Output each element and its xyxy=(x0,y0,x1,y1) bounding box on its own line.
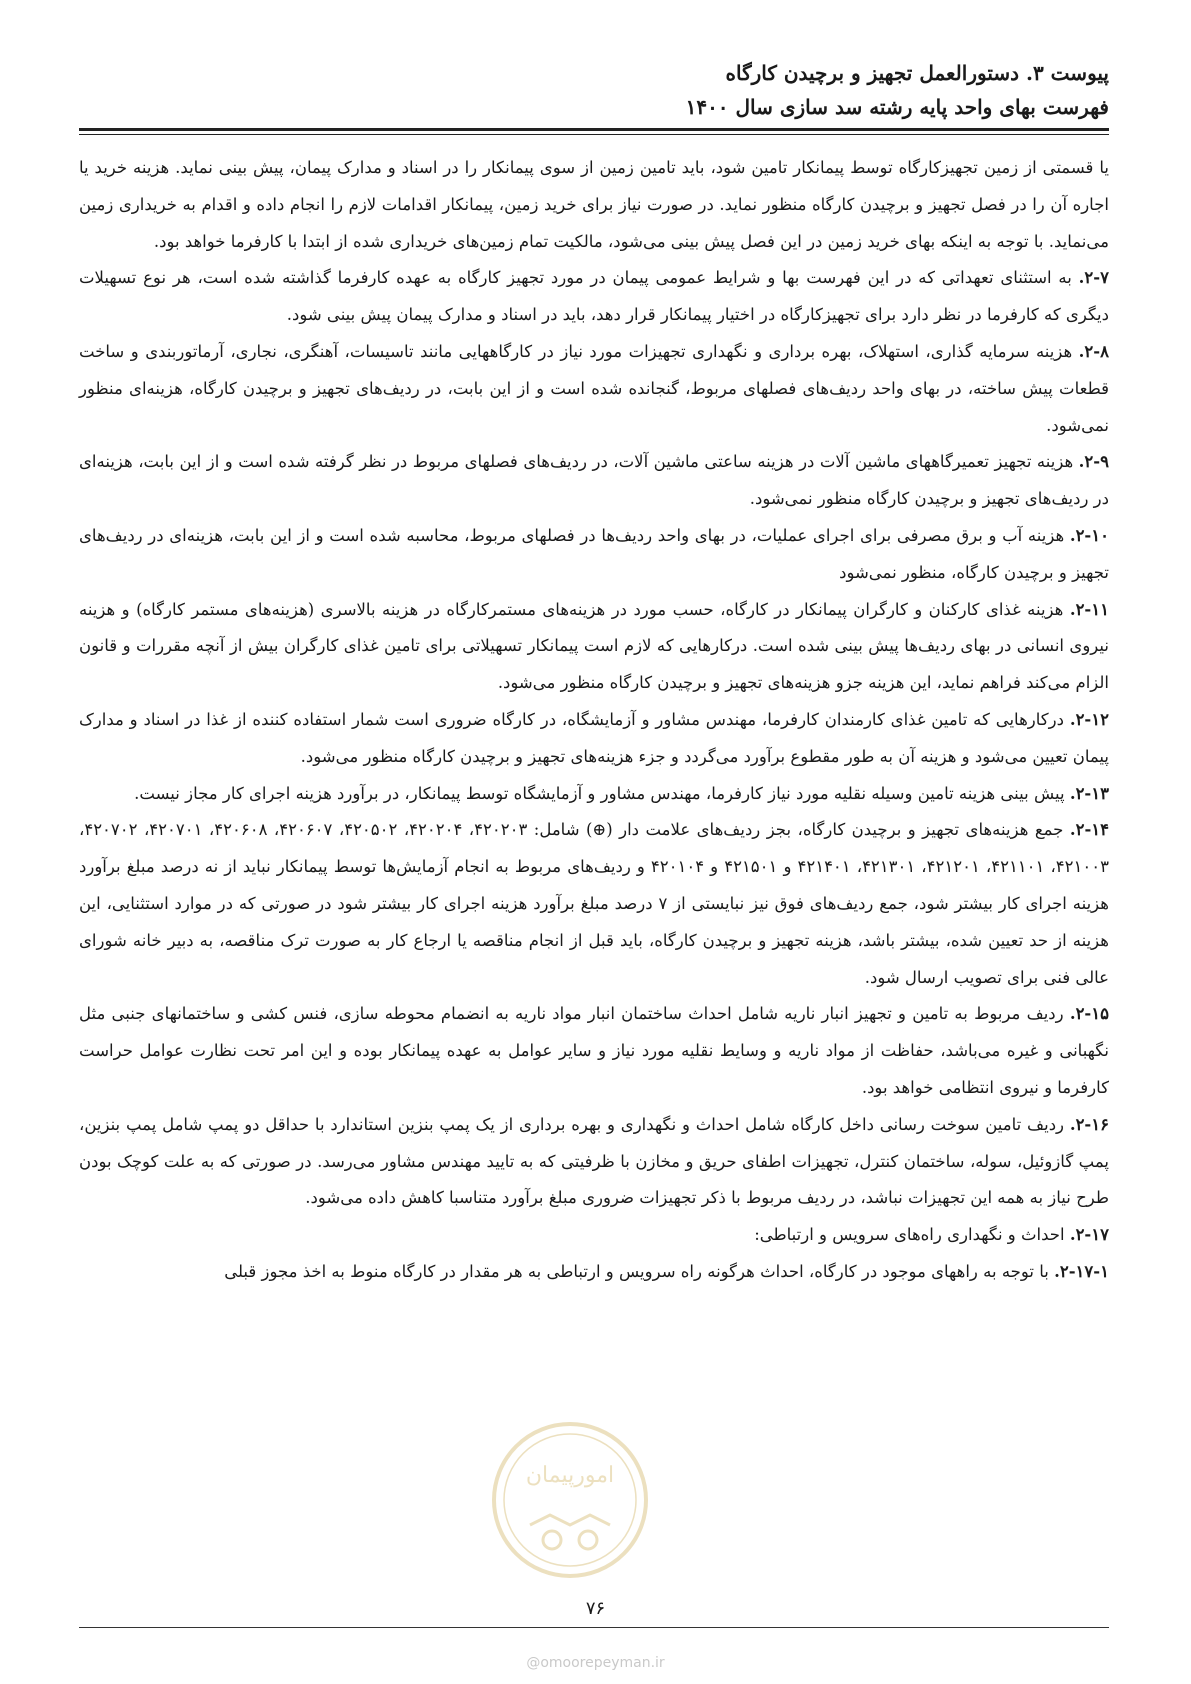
header-rule-thick xyxy=(79,128,1109,131)
paragraph xyxy=(79,334,1109,444)
footer-rule xyxy=(79,1627,1109,1628)
paragraph-number: ۲-۱۲. xyxy=(1069,709,1109,729)
paragraph xyxy=(79,1217,1109,1254)
paragraph-text: به استثنای تعهداتی که در این فهرست بها و شرایط عمومی پیمان در مورد تجهیز کارگاه به عهده کارفرما گذاشته شده است، هر نوع تسهیلات دیگری که کارفرما در نظر دارد برای تجهیزکارگاه در اختیار پیمانکار قرار دهد، باید در اسناد و مدارک پیمان پیش بینی شود. xyxy=(79,268,1109,325)
paragraph xyxy=(79,996,1109,1106)
paragraph-text: با توجه به راههای موجود در کارگاه، احداث هرگونه راه سرویس و ارتباطی به هر مقدار در کارگاه منوط به اخذ مجوز قبلی xyxy=(224,1261,1055,1281)
page-number: ۷۶ xyxy=(585,1598,606,1619)
website-watermark: @omoorepeyman.ir xyxy=(526,1655,665,1671)
paragraph-text: هزینه تجهیز تعمیرگاههای ماشین آلات در هزینه ساعتی ماشین آلات، در ردیف‌های فصلهای مربوط در نظر گرفته شده است و از این بابت، هزینه‌ای در ردیف‌های تجهیز و برچیدن کارگاه منظور نمی‌شود. xyxy=(79,452,1109,509)
paragraph xyxy=(79,812,1109,996)
omoorepeyman-seal-watermark xyxy=(490,1420,650,1580)
paragraph xyxy=(79,518,1109,592)
paragraph-number: ۲-۱۱. xyxy=(1069,599,1109,619)
paragraph-text: هزینه غذای کارکنان و کارگران پیمانکار در کارگاه، حسب مورد در هزینه‌های مستمرکارگاه در هزینه بالاسری (هزینه‌های مستمر کارگاه) و هزینه نیروی انسانی در بهای ردیف‌ها پیش بینی شده است. درکارهایی که لازم است پیمانکار تسهیلاتی برای تامین غذای کارگران بیش از آنچه مقررات و قانون الزام می‌کند فراهم نماید، این هزینه جزو هزینه‌های تجهیز و برچیدن کارگاه منظور می‌شود. xyxy=(79,599,1109,693)
paragraph-number: ۲-۷. xyxy=(1078,268,1109,288)
svg-text:امورپیمان: امورپیمان xyxy=(525,1463,615,1488)
paragraph xyxy=(79,776,1109,813)
paragraph xyxy=(79,702,1109,776)
paragraph-number: ۲-۱۶. xyxy=(1069,1114,1109,1134)
header-subtitle: فهرست بهای واحد پایه رشته سد سازی سال ۱۴۰۰ xyxy=(685,95,1109,119)
paragraph-number: ۲-۱۷-۱. xyxy=(1054,1261,1109,1281)
paragraph: یا قسمتی از زمین تجهیزکارگاه توسط پیمانکار تامین شود، باید تامین زمین از سوی پیمانکار را در اسناد و مدارک پیمان، پیش بینی نماید. هزینه خرید یا اجاره آن را در فصل تجهیز و برچیدن کارگاه منظور نماید. در صورت نیاز برای خرید زمین، پیمانکار اقدامات لازم را انجام داده و اقدام به خریداری زمین می‌نماید. با توجه به اینکه بهای خرید زمین در این فصل پیش بینی می‌شود، مالکیت تمام زمین‌های خریداری شده از ابتدا با کارفرما خواهد بود. xyxy=(79,158,1109,251)
header-title: پیوست ۳. دستورالعمل تجهیز و برچیدن کارگاه xyxy=(725,61,1109,85)
paragraph-number: ۲-۱۳. xyxy=(1069,783,1109,803)
page-header xyxy=(79,56,1109,124)
paragraph-number: ۲-۱۰. xyxy=(1069,525,1109,545)
paragraph-text: ردیف مربوط به تامین و تجهیز انبار ناریه شامل احداث ساختمان انبار مواد ناریه به انضمام محوطه سازی، فنس کشی و ساختمانهای جنبی مثل نگهبانی و غیره می‌باشد، حفاظت از مواد ناریه و وسایط نقلیه مورد نیاز و سایر عوامل به عهده پیمانکار بوده و این امر تحت نظارت عوامل حراست کارفرما و نیروی انتظامی خواهد بود. xyxy=(79,1004,1109,1097)
paragraph-number: ۲-۱۴. xyxy=(1069,820,1110,840)
paragraph-number: ۲-۹. xyxy=(1078,452,1109,472)
paragraph xyxy=(79,444,1109,518)
paragraph-text: هزینه آب و برق مصرفی برای اجرای عملیات، در بهای واحد ردیف‌ها در فصلهای مربوط، محاسبه شده است و از این بابت، هزینه‌ای در ردیف‌های تجهیز و برچیدن کارگاه، منظور نمی‌شود xyxy=(79,525,1109,582)
paragraph-text: درکارهایی که تامین غذای کارمندان کارفرما، مهندس مشاور و آزمایشگاه، در کارگاه ضروری است شمار استفاده کننده از غذا در اسناد و مدارک پیمان تعیین می‌شود و هزینه آن به طور مقطوع برآورد می‌گردد و جزء هزینه‌های تجهیز و برچیدن کارگاه منظور می‌شود. xyxy=(79,709,1109,766)
paragraph-number: ۲-۸. xyxy=(1078,341,1109,361)
paragraph-text: جمع هزینه‌های تجهیز و برچیدن کارگاه، بجز ردیف‌های علامت دار (⊕) شامل: ۴۲۰۲۰۳، ۴۲۰۲۰۴، ۴۲۰۵۰۲، ۴۲۰۶۰۷، ۴۲۰۶۰۸، ۴۲۰۷۰۱، ۴۲۰۷۰۲، ۴۲۱۰۰۳، ۴۲۱۱۰۱، ۴۲۱۲۰۱، ۴۲۱۳۰۱، ۴۲۱۴۰۱ و ۴۲۱۵۰۱ و ۴۲۰۱۰۴ و ردیف‌های مربوط به انجام آزمایش‌ها توسط پیمانکار نباید از نه درصد مبلغ برآورد هزینه اجرای کار بیشتر شود، جمع ردیف‌های فوق نیز نبایستی از ۷ درصد مبلغ برآورد هزینه اجرای کار بیشتر شود در صورتی که در موارد استثنایی، این هزینه از حد تعیین شده، بیشتر باشد، هزینه تجهیز و برچیدن کارگاه، باید قبل از انجام مناقصه یا ارجاع کار به صورت ترک مناقصه، به دبیر خانه شورای عالی فنی برای تصویب ارسال شود. xyxy=(79,820,1109,987)
paragraph-number: ۲-۱۵. xyxy=(1069,1004,1109,1024)
paragraph xyxy=(79,592,1109,702)
paragraph-text: ردیف تامین سوخت رسانی داخل کارگاه شامل احداث و نگهداری و بهره برداری از یک پمپ بنزین استاندارد با حداقل دو پمپ شامل پمپ بنزین، پمپ گازوئیل، سوله، ساختمان کنترل، تجهیزات اطفای حریق و مخازن با ظرفیتی که به تایید مهندس مشاور می‌رسد. در صورتی که به علت کوچک بودن طرح نیاز به همه این تجهیزات نباشد، در ردیف مربوط با ذکر تجهیزات ضروری مبلغ برآورد متناسبا کاهش داده می‌شود. xyxy=(79,1114,1109,1208)
paragraph xyxy=(79,1254,1109,1291)
header-rule-thin xyxy=(79,134,1109,135)
paragraph-number: ۲-۱۷. xyxy=(1069,1225,1109,1245)
paragraph-text: هزینه سرمایه گذاری، استهلاک، بهره برداری و نگهداری تجهیزات مورد نیاز در کارگاههایی مانند تاسیسات، آهنگری، نجاری، آرماتوربندی و ساخت قطعات پیش ساخته، در بهای واحد ردیف‌های فصلهای مربوط، گنجانده شده است و از این بابت، در ردیف‌های تجهیز و برچیدن کارگاه، هزینه‌ای منظور نمی‌شود. xyxy=(79,341,1109,435)
paragraph xyxy=(79,1107,1109,1217)
paragraph xyxy=(79,260,1109,334)
document-body xyxy=(79,150,1109,1291)
paragraph-text: پیش بینی هزینه تامین وسیله نقلیه مورد نیاز کارفرما، مهندس مشاور و آزمایشگاه توسط پیمانکار، در برآورد هزینه اجرای کار مجاز نیست. xyxy=(134,783,1070,803)
paragraph-text: احداث و نگهداری راه‌های سرویس و ارتباطی: xyxy=(754,1225,1070,1245)
